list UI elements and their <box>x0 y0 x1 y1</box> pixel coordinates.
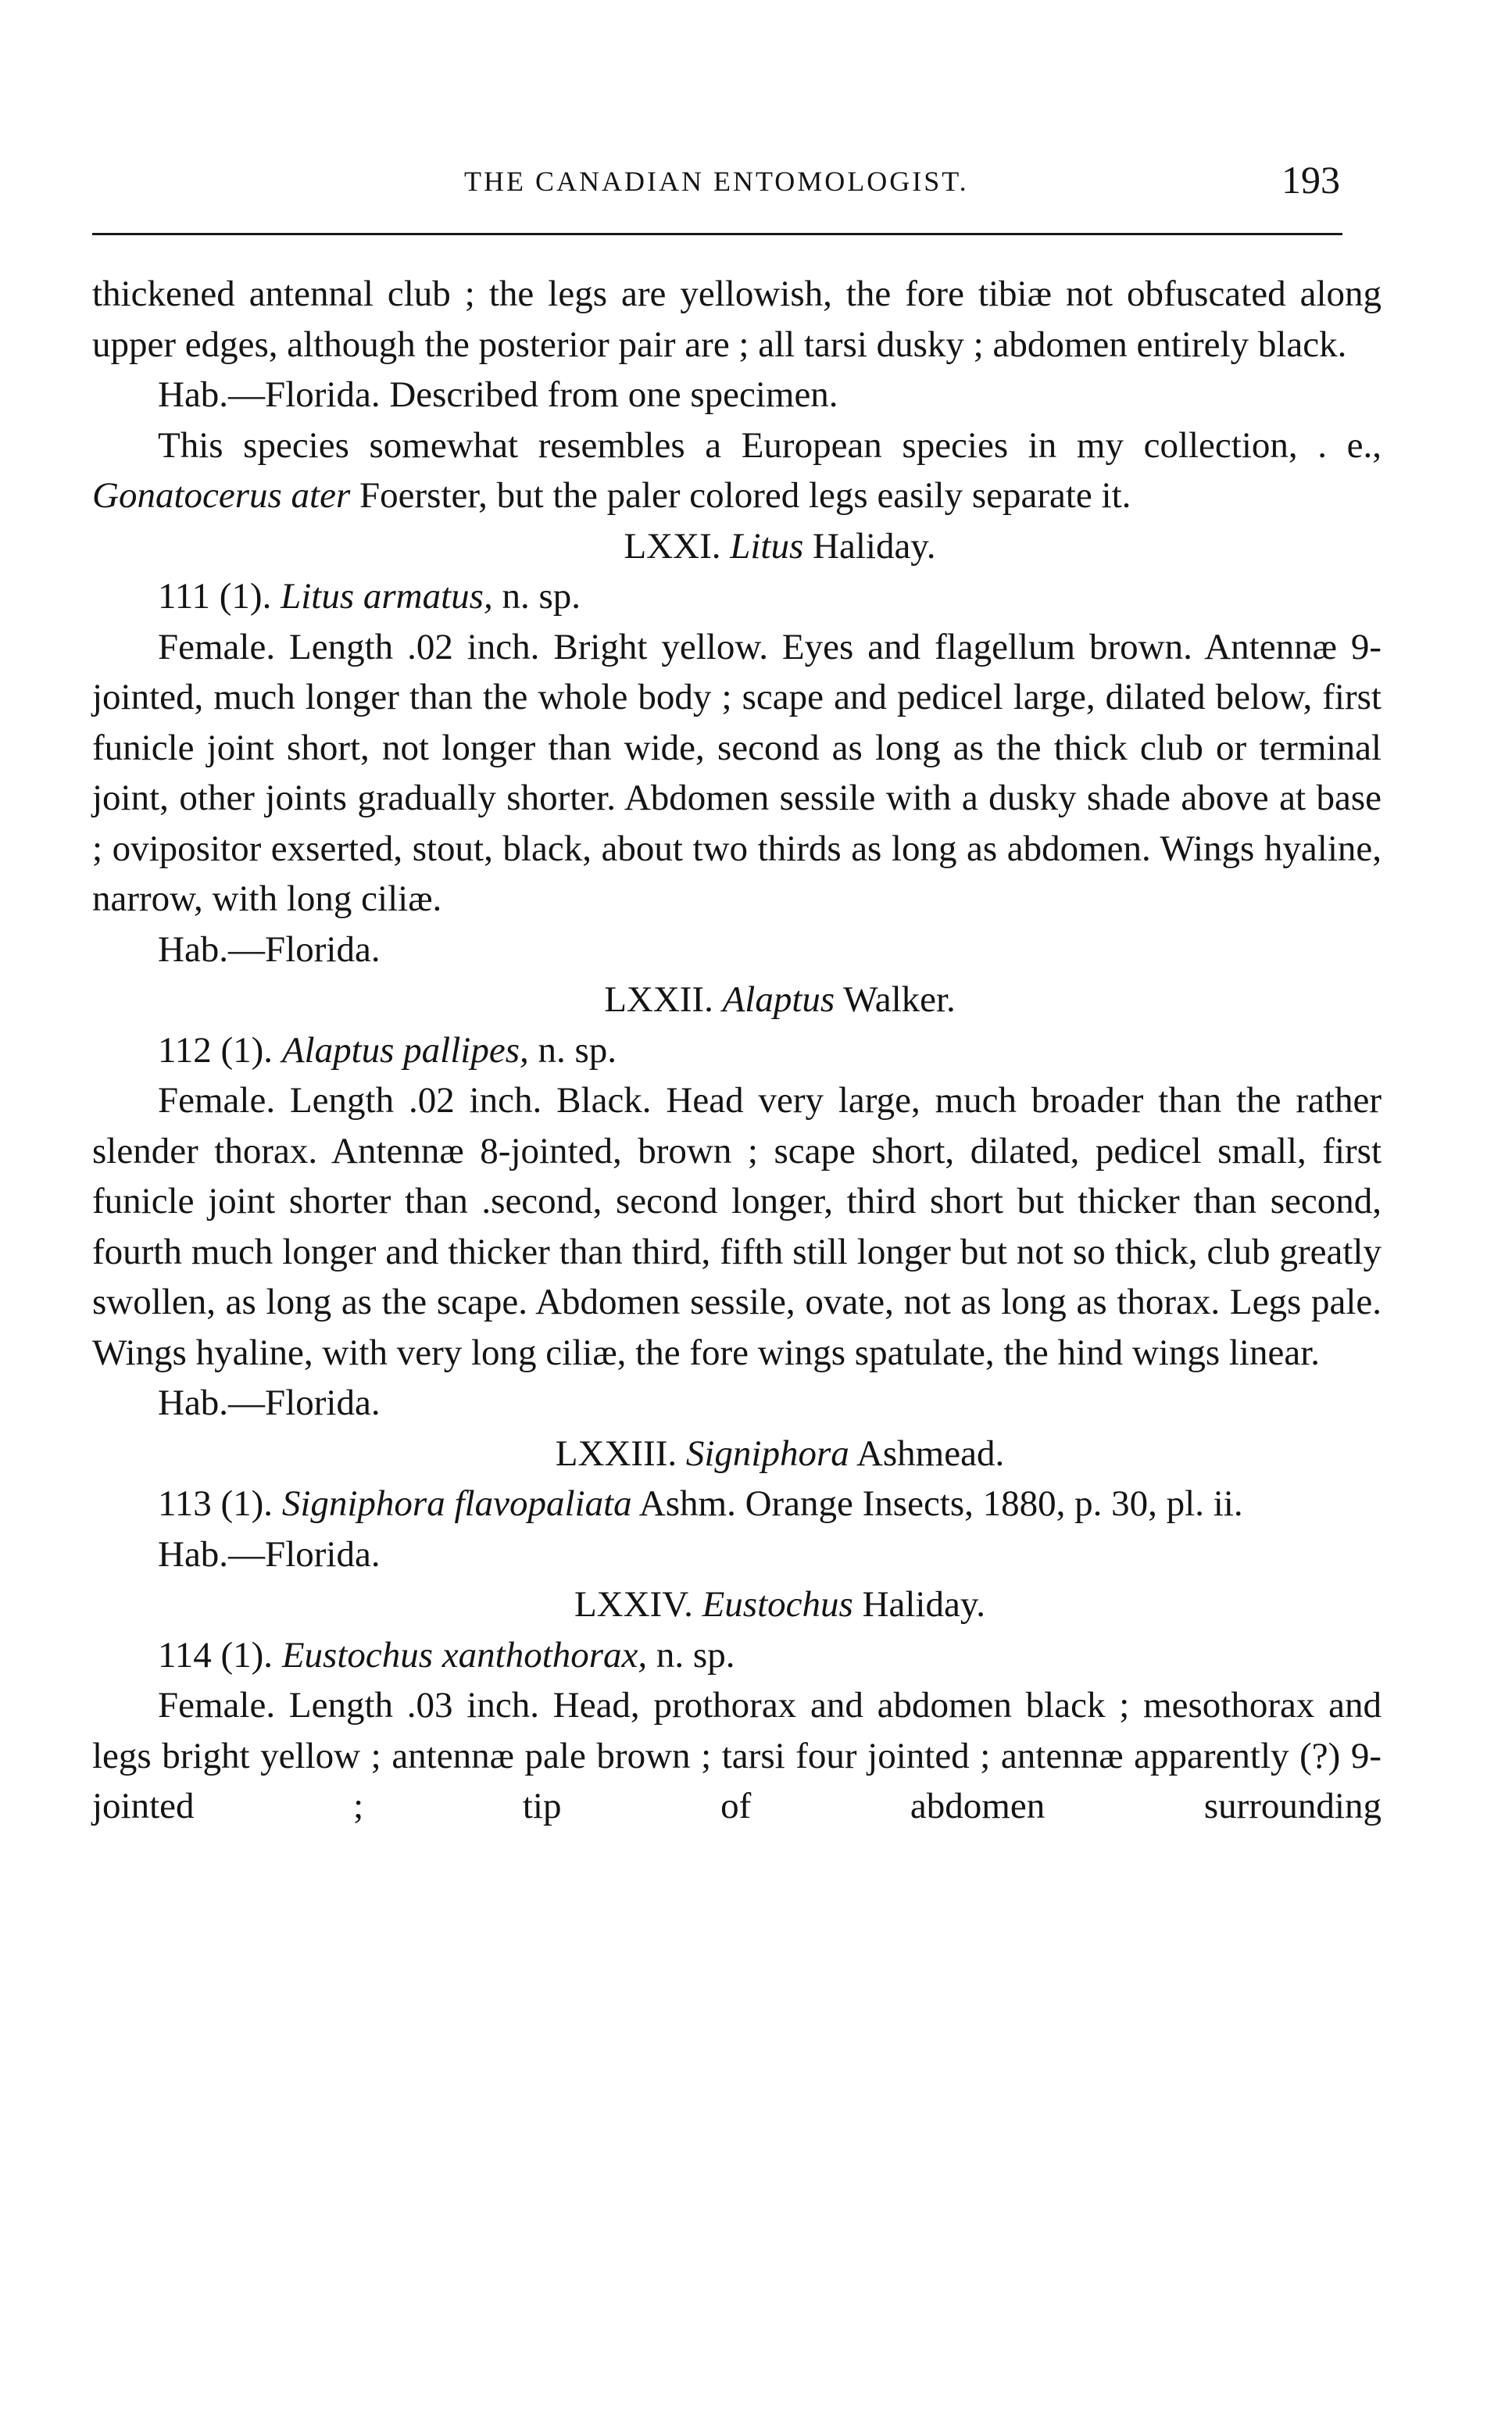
habitat-line-112: Hab.—Florida. <box>158 1382 381 1423</box>
header-rule <box>92 233 1342 235</box>
running-title: THE CANADIAN ENTOMOLOGIST. <box>464 166 969 197</box>
text-body <box>92 269 1382 1832</box>
genus-name: Litus <box>730 525 804 567</box>
genus-heading-73 <box>92 1429 1382 1479</box>
entry-species-name: Alaptus pallipes, <box>281 1029 529 1071</box>
genus-name: Eustochus <box>702 1584 853 1625</box>
entry-species-name: Eustochus xanthothorax, <box>281 1634 648 1676</box>
genus-heading-74 <box>92 1579 1382 1630</box>
genus-name: Signiphora <box>685 1433 849 1474</box>
genus-number: LXXI. <box>624 525 731 567</box>
genus-heading-72 <box>92 975 1382 1025</box>
species-entry-113 <box>92 1479 1382 1529</box>
genus-heading-71 <box>92 521 1382 572</box>
genus-number: LXXIII. <box>555 1433 686 1474</box>
genus-author: Haliday. <box>853 1584 986 1625</box>
species-entry-114 <box>92 1630 1382 1681</box>
running-header <box>0 158 1512 208</box>
habitat-line: Hab.—Florida. Described from one specimen. <box>158 374 838 415</box>
genus-number: LXXIV. <box>574 1584 702 1625</box>
entry-number: 114 (1). <box>158 1634 282 1676</box>
remark-paragraph <box>92 420 1382 521</box>
entry-reference: Ashm. Orange Insects, 1880, p. 30, pl. ii. <box>631 1483 1243 1524</box>
species-description-111: Female. Length .02 inch. Bright yellow. Eyes and flagellum brown. Antennæ 9-jointed, much longer than the whole body ; scape and pedicel large, dilated below, first funicle joint short, not longer than wide, second as long as the thick club or terminal joint, other joints gradually shorter. Abdomen sessile with a dusky shade above at base ; ovipositor exserted, stout, black, about two thirds as long as abdomen. Wings hyaline, narrow, with long ciliæ. <box>92 626 1382 919</box>
entry-note: n. sp. <box>492 576 581 617</box>
entry-note: n. sp. <box>647 1634 735 1676</box>
species-name: Gonatocerus ater <box>92 475 351 516</box>
genus-author: Haliday. <box>803 525 936 567</box>
remark-text-end: Foerster, but the paler colored legs easily separate it. <box>350 475 1131 516</box>
genus-number: LXXII. <box>604 979 723 1020</box>
species-description-112: Female. Length .02 inch. Black. Head very large, much broader than the rather slender thorax. Antennæ 8-jointed, brown ; scape short, dilated, pedicel small, first funicle joint shorter than .second, second longer, third short but thicker than second, fourth much longer and thicker than third, fifth still longer but not so thick, club greatly swollen, as long as the scape. Abdomen sessile, ovate, not as long as thorax. Legs pale. Wings hyaline, with very long ciliæ, the fore wings spatulate, the hind wings linear. <box>92 1080 1382 1373</box>
entry-species-name: Signiphora flavopaliata <box>281 1483 632 1524</box>
page-number: 193 <box>1281 158 1340 202</box>
entry-number: 112 (1). <box>158 1029 282 1071</box>
species-entry-111 <box>92 571 1382 622</box>
genus-author: Walker. <box>835 979 956 1020</box>
entry-number: 111 (1). <box>158 576 281 617</box>
habitat-line-111: Hab.—Florida. <box>158 928 381 970</box>
remark-text-start: This species somewhat resembles a European species in my collection, . e., <box>158 424 1382 466</box>
entry-number: 113 (1). <box>158 1483 282 1524</box>
species-description-114: Female. Length .03 inch. Head, prothorax and abdomen black ; mesothorax and legs bright yellow ; antennæ pale brown ; tarsi four jointed ; antennæ apparently (?) 9-jointed ; tip of abdomen surrounding <box>92 1685 1382 1826</box>
species-entry-112 <box>92 1025 1382 1076</box>
entry-species-name: Litus armatus, <box>281 576 493 617</box>
genus-author: Ashmead. <box>849 1433 1005 1474</box>
habitat-line-113: Hab.—Florida. <box>158 1533 381 1575</box>
paragraph-continued: thickened antennal club ; the legs are yellowish, the fore tibiæ not obfuscated along upper edges, although the posterior pair are ; all tarsi dusky ; abdomen entirely black. <box>92 274 1382 365</box>
entry-note: n. sp. <box>528 1029 617 1071</box>
genus-name: Alaptus <box>722 979 835 1020</box>
